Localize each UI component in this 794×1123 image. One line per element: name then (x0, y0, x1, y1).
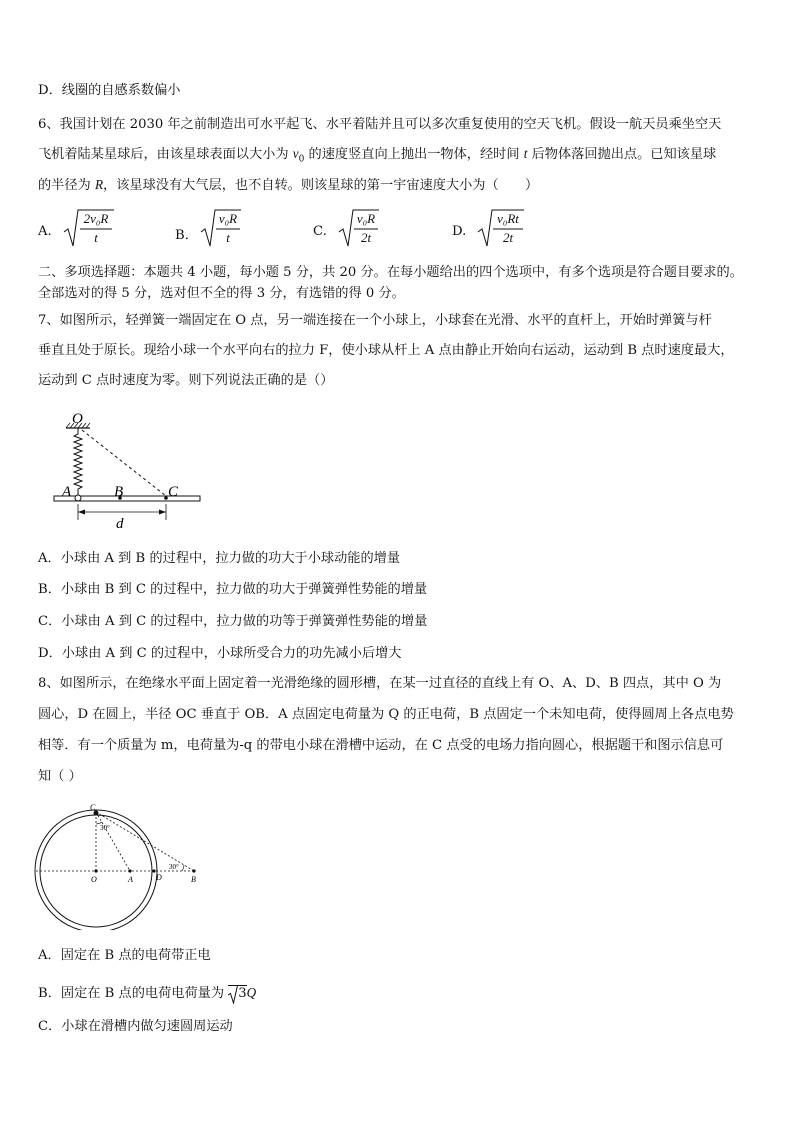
section-2-line-1: 二、多项选择题：本题共 4 小题，每小题 5 分，共 20 分。在每小题给出的四个选项中，有多个选项是符合题目要求的。 (38, 265, 743, 280)
q6-option-d-label: D. (452, 224, 467, 239)
label-o: O (91, 875, 97, 884)
label-d: d (116, 516, 124, 532)
line-cb (96, 812, 194, 871)
q6-option-c-den: 2t (360, 230, 372, 245)
q8-line-2: 圆心，D 在圆上，半径 OC 垂直于 OB．A 点固定电荷量为 Q 的正电荷，B 点固定一个未知电荷，使得圆周上各点电势 (38, 707, 734, 722)
q6-line-1: 6、我国计划在 2030 年之前制造出可水平起飞、水平着陆并且可以多次重复使用的空天飞机。假设一航天员乘坐空天 (38, 117, 722, 132)
q7-line-3: 运动到 C 点时速度为零。则下列说法正确的是（） (38, 373, 334, 388)
spring (74, 428, 82, 495)
q6-t: t (523, 146, 528, 161)
q6-option-a-formula (64, 208, 114, 248)
q7-option-a: A．小球由 A 到 B 的过程中，拉力做的功大于小球动能的增量 (38, 551, 401, 566)
q8-option-a: A．固定在 B 点的电荷带正电 (38, 948, 211, 963)
q6-line-2 (38, 145, 716, 169)
angle-label-c: 30° (100, 824, 110, 832)
q6-line-2b: 的速度竖直向上抛出一物体，经时间 (304, 147, 524, 162)
label-c: C (168, 484, 179, 500)
q6-R: R (94, 177, 104, 192)
q7-option-b: B．小球由 B 到 C 的过程中，拉力做的功大于弹簧弹性势能的增量 (38, 582, 428, 597)
q6-option-b-num: v₀R (218, 211, 238, 226)
q6-option-c-formula (339, 208, 381, 248)
dim-arrow-left-icon (78, 510, 85, 515)
q7-line-1: 7、如图所示，轻弹簧一端固定在 O 点，另一端连接在一个小球上，小球套在光滑、水平的直杆上，开始时弹簧与杆 (38, 313, 712, 328)
section-2-line-2: 全部选对的得 5 分，选对但不全的得 3 分，有选错的得 0 分。 (38, 286, 405, 301)
dim-arrow-right-icon (159, 510, 166, 515)
q8-line-1: 8、如图所示，在绝缘水平面上固定着一光滑绝缘的圆形槽，在某一过直径的直线上有 O、A、D、B 四点，其中 O 为 (38, 676, 722, 691)
line-ca (96, 812, 130, 871)
q6-line-2c: 后物体落回抛出点。已知该星球 (527, 147, 717, 162)
prev-option-d: D．线圈的自感系数偏小 (38, 83, 181, 98)
q6-option-b-den: t (226, 230, 230, 245)
q6-option-d-den: 2t (502, 230, 514, 245)
q6-option-d-num: v₀Rt (497, 211, 519, 226)
label-o: O (72, 411, 83, 427)
label-b: B (114, 484, 124, 500)
label-a: A (128, 875, 133, 884)
angle-arc-b (182, 865, 184, 871)
q6-line-3b: ，该星球没有大气层，也不自转。则该星球的第一宇宙速度大小为（ ） (103, 178, 539, 193)
q6-option-b-label: B． (175, 228, 198, 243)
q8-option-b-prefix: B．固定在 B 点的电荷电荷量为 (38, 986, 229, 1001)
q6-option-a-label: A. (38, 224, 52, 239)
q8-option-b (38, 983, 256, 1003)
q6-option-c-label: C. (313, 224, 327, 239)
q6-option-b-formula (201, 208, 243, 248)
q6-line-2a: 飞机着陆某星球后，由该星球表面以大小为 (38, 147, 293, 162)
q7-option-d: D．小球由 A 到 C 的过程中，小球所受合力的功先减小后增大 (38, 646, 402, 661)
q8-option-c: C．小球在滑槽内做匀速圆周运动 (38, 1019, 233, 1034)
q6-option-d-formula (478, 208, 526, 248)
label-b: B (191, 875, 196, 884)
point-o (94, 869, 97, 872)
q6-line-3 (38, 176, 538, 195)
q7-figure (48, 408, 208, 536)
q8-option-b-sqrt-value: 3 (238, 986, 247, 1001)
q7-option-c: C．小球由 A 到 C 的过程中，拉力做的功等于弹簧弹性势能的增量 (38, 614, 428, 629)
angle-label-b: 30° (169, 863, 179, 871)
q6-option-c-num: v₀R (356, 211, 376, 226)
q6-line-3a: 的半径为 (38, 178, 95, 193)
label-c: C (90, 803, 96, 812)
q8-option-b-suffix: Q (246, 985, 257, 1000)
q8-line-3: 相等．有一个质量为 m，电荷量为-q 的带电小球在滑槽中运动，在 C 点受的电场力指向圆心，根据题干和图示信息可 (38, 738, 724, 753)
point-a (128, 869, 131, 872)
q8-option-b-sqrt (228, 985, 246, 1001)
q8-line-4: 知（ ） (38, 769, 82, 784)
q6-v0: v (292, 146, 299, 161)
q6-v0-sub: 0 (298, 154, 305, 165)
sqrt-sign-icon (228, 985, 238, 1004)
point-b (192, 869, 195, 872)
dashed-line-oc (82, 430, 166, 496)
q6-option-a-num: 2v₀R (83, 211, 109, 226)
label-d: D (156, 873, 162, 882)
q6-option-a-den: t (94, 230, 98, 245)
label-a: A (62, 484, 72, 500)
ball-a (75, 495, 81, 501)
q7-line-2: 垂直且处于原长。现给小球一个水平向右的拉力 F，使小球从杆上 A 点由静止开始向右运动，运动到 B 点时速度最大， (38, 343, 734, 358)
q8-figure (34, 800, 204, 930)
